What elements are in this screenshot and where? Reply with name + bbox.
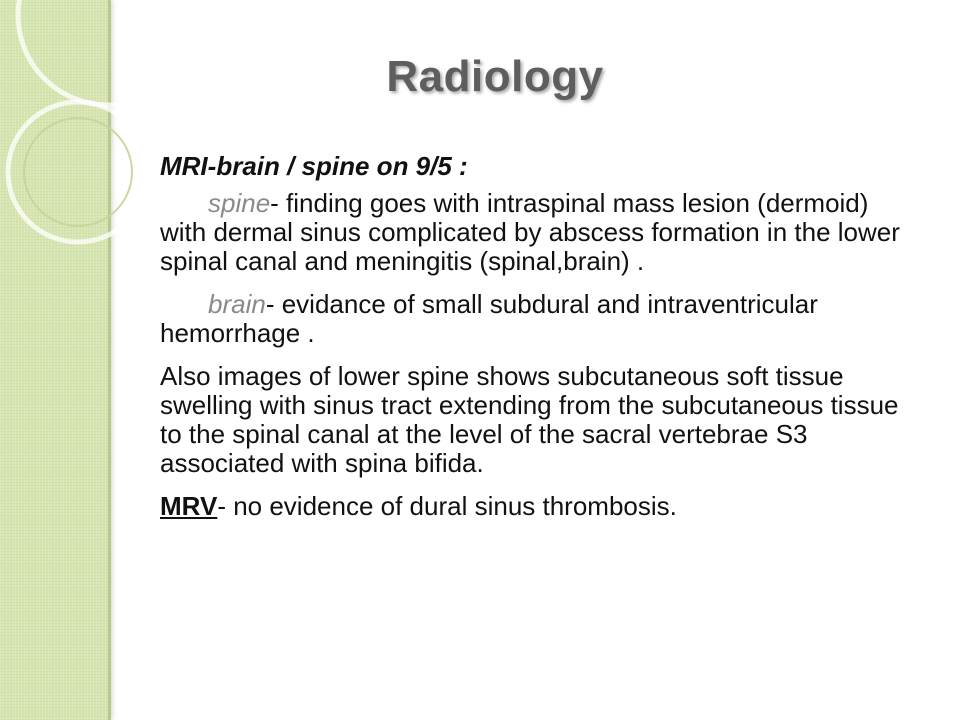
mri-heading: MRI-brain / spine on 9/5 : (160, 151, 468, 181)
mrv-finding-text: - no evidence of dural sinus thrombosis. (217, 491, 677, 521)
deco-circle-inner (24, 118, 132, 226)
mrv-finding (160, 492, 920, 521)
deco-circle-middle (8, 102, 148, 242)
also-finding: Also images of lower spine shows subcutaneous soft tissue swelling with sinus tract extending from the subcutaneous tissue to the spinal canal at the level of the sacral vertebrae S3 associated with spina bifida. (160, 361, 899, 478)
brain-finding-text: - evidance of small subdural and intraventricular hemorrhage . (160, 289, 818, 348)
brain-finding (160, 290, 920, 348)
slide-body (160, 152, 920, 535)
spine-term: spine (208, 188, 271, 218)
mrv-term: MRV (160, 491, 218, 521)
brain-term: brain (208, 289, 266, 319)
slide-title: Radiology (386, 52, 604, 101)
spine-finding-text: - finding goes with intraspinal mass lesion (dermoid) with dermal sinus complicated by abscess formation in the lower spinal canal and meningitis (spinal,brain) . (160, 188, 900, 276)
spine-finding (160, 189, 920, 276)
